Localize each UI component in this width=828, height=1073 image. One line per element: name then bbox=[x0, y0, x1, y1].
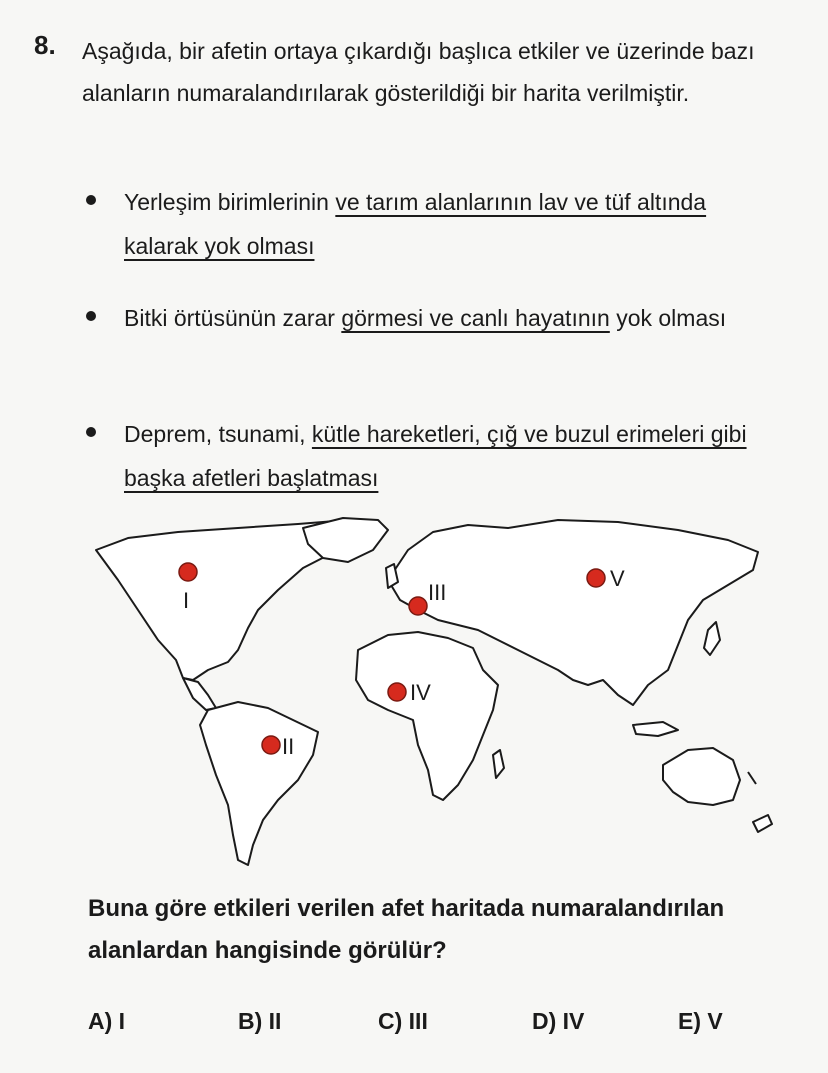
bullet-dot bbox=[86, 311, 96, 321]
australia-shape bbox=[663, 748, 740, 805]
world-map bbox=[88, 510, 788, 880]
effect-item-1 bbox=[84, 180, 784, 268]
option-a[interactable]: A) I bbox=[88, 1008, 126, 1034]
marker-v-dot bbox=[587, 569, 605, 587]
option-c[interactable]: C) III bbox=[378, 1008, 428, 1034]
effect-text-underlined: ve tarım alanlarının lav ve tüf altında kalarak yok olması bbox=[124, 189, 707, 259]
bullet-dot bbox=[86, 195, 96, 205]
question-stem: Aşağıda, bir afetin ortaya çıkardığı başlıca etkiler ve üzerinde bazı alanların numaralandırılarak gösterildiği bir harita verilmiştir. bbox=[82, 38, 755, 106]
madagascar-shape bbox=[493, 750, 504, 778]
marker-i-label: I bbox=[182, 588, 190, 613]
marker-ii-dot bbox=[262, 736, 280, 754]
new-zealand-shape bbox=[753, 815, 772, 832]
marker-v-label: V bbox=[610, 566, 625, 591]
africa-shape bbox=[356, 632, 498, 800]
marker-iv-dot bbox=[388, 683, 406, 701]
option-e[interactable]: E) V bbox=[678, 1008, 723, 1034]
marker-ii-label: II bbox=[282, 734, 295, 759]
marker-iii-dot bbox=[409, 597, 427, 615]
marker-i-dot bbox=[179, 563, 197, 581]
bullet-dot bbox=[86, 427, 96, 437]
effect-text-underlined: kütle hareketleri, çığ ve buzul erimeleri gibi başka afetleri başlatması bbox=[124, 421, 747, 491]
effect-text-start: Deprem, tsunami, bbox=[124, 421, 312, 447]
marker-iii-label: III bbox=[428, 580, 447, 605]
effect-item-2 bbox=[84, 296, 784, 340]
coast-detail bbox=[748, 772, 756, 784]
effect-text-start: Bitki örtüsünün zarar bbox=[124, 305, 342, 331]
effect-text-start: Yerleşim birimlerinin bbox=[124, 189, 336, 215]
south-america-shape bbox=[200, 702, 318, 865]
japan-shape bbox=[704, 622, 720, 655]
option-d[interactable]: D) IV bbox=[532, 1008, 585, 1034]
question-prompt: Buna göre etkileri verilen afet haritada numaralandırılan alanlardan hangisinde görülür? bbox=[88, 895, 725, 964]
effect-text-underlined: görmesi ve canlı hayatının bbox=[341, 305, 610, 331]
option-b[interactable]: B) II bbox=[238, 1008, 282, 1034]
question-number: 8. bbox=[34, 30, 56, 60]
indonesia-shape bbox=[633, 722, 678, 736]
world-map-svg bbox=[88, 510, 788, 880]
effect-item-3 bbox=[84, 412, 784, 500]
central-america-shape bbox=[183, 678, 216, 710]
effect-text-end: yok olması bbox=[609, 305, 727, 331]
marker-iv-label: IV bbox=[410, 680, 431, 705]
answer-options bbox=[88, 1008, 788, 1048]
